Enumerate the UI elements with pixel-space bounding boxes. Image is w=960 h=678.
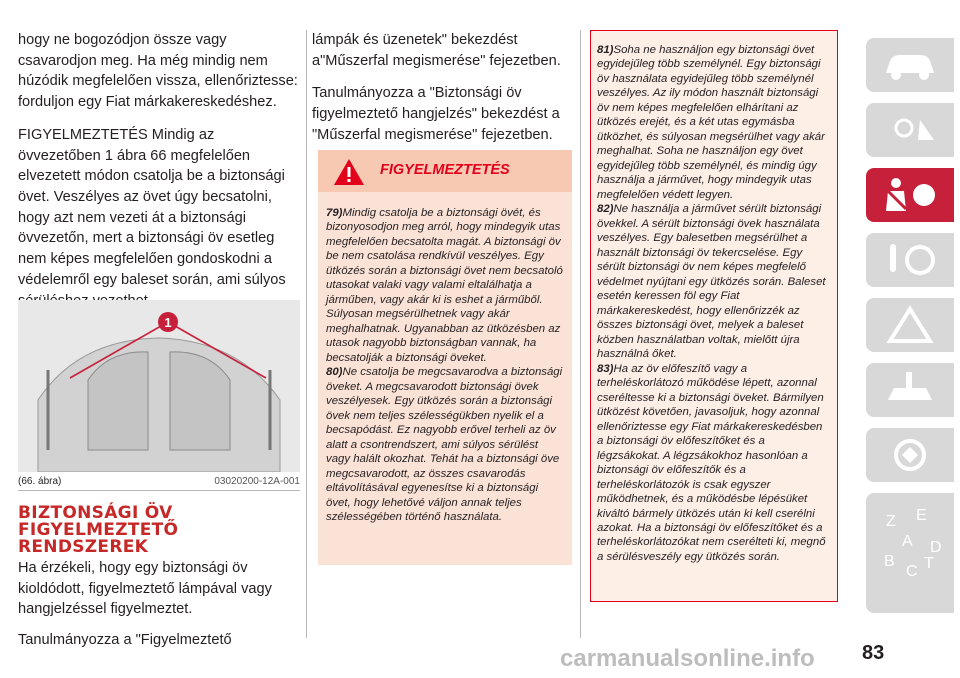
chapter-tab-emergency[interactable] bbox=[866, 298, 954, 352]
warning-item bbox=[326, 365, 564, 524]
index-letters-icon bbox=[880, 500, 950, 610]
warning-box bbox=[318, 150, 572, 565]
warning-triangle-icon bbox=[880, 305, 940, 345]
warning-item bbox=[597, 202, 831, 361]
chapter-tab-technical[interactable] bbox=[866, 428, 954, 482]
warning-item-text: Ne csatolja be megcsavarodva a biztonsági öveket. A megcsavarodott biztonsági övek veszélyesek. Egy ütközés során a biztonsági övek nem teljes szélességükben nyelik el a becsapódást. Ez nagyobb erővel terheli az öv alatt a csontrendszert, ami súlyos sérülést vagy halált okozhat. Tehát ha a biztonsági öve megcsavarodott, az összes csavarodás eltávolításával egyenesítse ki a biztonsági övet, hogy lehetővé váljon annak teljes szélességében történő használata. bbox=[326, 366, 563, 524]
warning-header bbox=[318, 150, 572, 192]
chapter-tab-starting[interactable] bbox=[866, 233, 954, 287]
wrench-car-icon bbox=[880, 370, 940, 410]
page-number: 83 bbox=[862, 642, 885, 664]
rear-seats-illustration bbox=[18, 300, 300, 472]
watermark: carmanualsonline.info bbox=[560, 645, 815, 672]
warning-item-num: 79) bbox=[326, 207, 343, 219]
figure-id: 03020200-12A-001 bbox=[214, 476, 300, 487]
warning-item-text: Ha az öv előfeszítő vagy a terheléskorlátozó működése lépett, azonnal cseréltesse ki a biztonsági öveket. Bármilyen ütközést követően, javasoljuk, hogy azonnal ellenőriztesse egy Fiat márkakereskedésben a biztonsági öv előfeszítőket és a légzsákokat. A légzsákokhoz hasonlóan a biztonsági öv előfeszítők és a terheléskorlátozók is csak egyszer működhetnek, és a működésbe lépésüket kiváltó bármely ütközés után ki kell cserélni azokat. Ha a biztonsági öv előfeszítőket és a terheléskorlátozókat nem cserélteti ki, megnő a sérülésveszély egy ütközés során. bbox=[597, 362, 826, 563]
fuel-icon bbox=[880, 435, 940, 475]
chapter-tab-safety[interactable] bbox=[866, 168, 954, 222]
callout-number: 1 bbox=[164, 315, 172, 330]
paragraph: lámpák és üzenetek" bekezdést a"Műszerfal megismerése" fejezetben. bbox=[312, 32, 561, 69]
figure-caption bbox=[18, 476, 300, 487]
paragraph: FIGYELMEZTETÉS Mindig az övvezetőben 1 ábra 66 megfelelően elvezetett módon csatolja be a biztonsági övet. Veszélyes az övet úgy becsatolni, hogy azt nem vezeti át a biztonsági övvezetőn, mert a biztonsági öv esetleg nem képes megfelelően gondoskodni a védelemről egy baleset során, ami súlyos bbox=[18, 126, 286, 288]
warning-item bbox=[326, 206, 564, 365]
warning-item-num: 81) bbox=[597, 44, 614, 56]
warning-box-continued bbox=[590, 30, 838, 602]
chapter-tab-maintenance[interactable] bbox=[866, 363, 954, 417]
divider bbox=[18, 490, 300, 491]
section-heading: BIZTONSÁGI ÖV FIGYELMEZTETŐ RENDSZEREK bbox=[18, 503, 179, 557]
warning-item bbox=[597, 43, 831, 202]
chapter-sidebar bbox=[852, 30, 960, 678]
chapter-tab-car[interactable] bbox=[866, 38, 954, 92]
warning-text bbox=[318, 192, 572, 525]
seatbelt-figure bbox=[18, 300, 300, 472]
paragraph: hogy ne bogozódjon össze vagy csavarodjon meg. Ha még mindig nem húzódik megfelelően vissza, ellenőriztesse: forduljon egy Fiat márkakereskedéshez. bbox=[18, 32, 298, 111]
chapter-tab-dashboard[interactable] bbox=[866, 103, 954, 157]
warning-item-text: Soha ne használjon egy biztonsági övet egyidejűleg több személynél. Egy biztonsági öv használata egyidejűleg több személynél veszélyes. Az ily módon használt biztonsági öv nem képes megfelelően elhárítani az ütközés erejét, és a két utas egymásba ütközhet, és súlyosan megsérülhet vagy akár meghalhat. Soha ne használjon egy övet egyidejűleg több személynél, és mindig úgy használja a járművet, hogy mindegyik utas megfelelően védett legyen. bbox=[597, 44, 825, 201]
paragraph: Ha érzékeli, hogy egy biztonsági öv kioldódott, figyelmeztető lámpával vagy hangjelzéssel figyelmeztet. bbox=[18, 560, 272, 618]
index-letter: T bbox=[924, 555, 934, 572]
index-letter: A bbox=[902, 533, 913, 550]
warning-item-num: 82) bbox=[597, 203, 614, 216]
index-letter: Z bbox=[886, 513, 896, 530]
key-steering-icon bbox=[880, 240, 940, 280]
seatbelt-airbag-icon bbox=[880, 175, 940, 215]
chapter-tab-index[interactable] bbox=[866, 493, 954, 613]
section-body bbox=[18, 558, 300, 661]
column-divider bbox=[580, 30, 581, 638]
warning-title: FIGYELMEZTETÉS bbox=[380, 162, 510, 178]
figure-caption-text: (66. ábra) bbox=[18, 476, 62, 487]
paragraph: Tanulmányozza a "Biztonsági öv figyelmeztető hangjelzés" bekezdést a "Műszerfal megismerése" fejezetben. bbox=[312, 85, 560, 143]
warning-triangle-icon bbox=[332, 157, 366, 192]
warning-item-text: Ne használja a járművet sérült biztonsági övekkel. A sérült biztonsági övek használata veszélyes. Egy balesetben megsérülhet a használt biztonsági öv tekercselése. Egy sérült biztonsági öv nem képes megfelelő védelmet nyújtani egy ütközés során. Baleset esetén keressen föl egy Fiat márkakereskedést, hogy ellenőrizzék az összes biztonsági övet, melyek a baleset közben használatban voltak, mielőtt újra használná őket. bbox=[597, 203, 826, 361]
index-letter: C bbox=[906, 563, 918, 580]
paragraph: Tanulmányozza a "Figyelmeztető bbox=[18, 632, 232, 649]
column-left bbox=[18, 30, 300, 323]
warning-item-text: Mindig csatolja be a biztonsági övét, és bizonyosodjon meg arról, hogy mindegyik utas megfelelően becsatolta magát. A biztonsági öv be nem csatolása rendkívül veszélyes. Egy ütközés során a biztonsági övet nem becsatoló utasokat valaki vagy valami eltalálhatja a járműben, vagy akár ki is eshet a járműből. Súlyosan megsérülhetnek vagy akár meghalhatnak. Ugyanabban az ütközésben az utasok nagyobb biztonságban vannak, ha becsatolják a biztonsági öveket. bbox=[326, 207, 563, 364]
warning-item-num: 83) bbox=[597, 362, 614, 375]
dashboard-lights-icon bbox=[880, 110, 940, 150]
warning-item-num: 80) bbox=[326, 366, 343, 379]
column-divider bbox=[306, 30, 307, 638]
column-middle bbox=[312, 30, 574, 158]
index-letter: E bbox=[916, 507, 927, 524]
index-letter: D bbox=[930, 539, 942, 556]
car-icon bbox=[880, 45, 940, 85]
index-letter: B bbox=[884, 553, 895, 570]
warning-item bbox=[597, 362, 831, 565]
